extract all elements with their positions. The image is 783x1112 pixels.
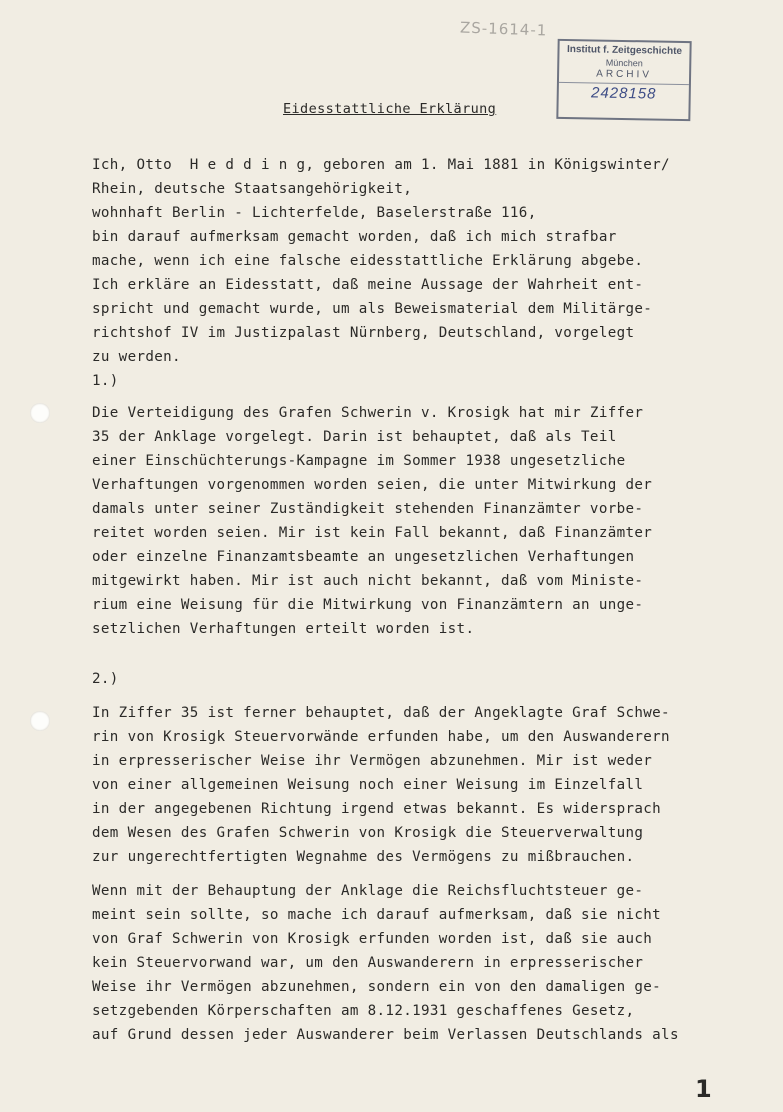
text-line: auf Grund dessen jeder Auswanderer beim Verlassen Deutschlands als — [92, 1027, 679, 1043]
text-line: in erpresserischer Weise ihr Vermögen abzunehmen. Mir ist weder — [92, 753, 653, 769]
punch-hole-top — [30, 403, 50, 423]
text-line: meint sein sollte, so mache ich darauf aufmerksam, daß sie nicht — [92, 907, 662, 923]
text-line: dem Wesen des Grafen Schwerin von Krosigk die Steuerverwaltung — [92, 825, 644, 841]
text-line: von Graf Schwerin von Krosigk erfunden worden ist, daß sie auch — [92, 931, 653, 947]
text-line: rium eine Weisung für die Mitwirkung von Finanzämtern an unge- — [92, 597, 644, 613]
text-line: rin von Krosigk Steuervorwände erfunden habe, um den Auswanderern — [92, 729, 670, 745]
document-title: Eidesstattliche Erklärung — [283, 101, 497, 117]
stamp-institute: Institut f. Zeitgeschichte — [566, 44, 683, 58]
text-line: richtshof IV im Justizpalast Nürnberg, Deutschland, vorgelegt — [92, 325, 635, 341]
text-line: damals unter seiner Zuständigkeit stehenden Finanzämter vorbe- — [92, 501, 644, 517]
text-line: setzgebenden Körperschaften am 8.12.1931 geschaffenes Gesetz, — [92, 1003, 635, 1019]
page-number: 1 — [695, 1075, 712, 1103]
text-line: mache, wenn ich eine falsche eidesstattliche Erklärung abgebe. — [92, 253, 644, 269]
text-line: spricht und gemacht wurde, um als Beweismaterial dem Militärge- — [92, 301, 653, 317]
archive-pencil-reference: ZS-1614-1 — [459, 18, 548, 40]
text-line: 35 der Anklage vorgelegt. Darin ist behauptet, daß als Teil — [92, 429, 617, 445]
text-line: reitet worden seien. Mir ist kein Fall bekannt, daß Finanzämter — [92, 525, 653, 541]
section-number-1: 1.) — [92, 373, 119, 389]
text-line: einer Einschüchterungs-Kampagne im Sommer 1938 ungesetzliche — [92, 453, 626, 469]
archive-stamp — [556, 39, 691, 121]
text-line: bin darauf aufmerksam gemacht worden, daß ich mich strafbar — [92, 229, 617, 245]
stamp-city: München — [605, 57, 643, 69]
text-line: Ich erkläre an Eidesstatt, daß meine Aussage der Wahrheit ent- — [92, 277, 644, 293]
text-line: Rhein, deutsche Staatsangehörigkeit, — [92, 181, 413, 197]
text-line: setzlichen Verhaftungen erteilt worden ist. — [92, 621, 475, 637]
text-line: in der angegebenen Richtung irgend etwas bekannt. Es widersprach — [92, 801, 662, 817]
text-line: kein Steuervorwand war, um den Auswanderern in erpresserischer — [92, 955, 644, 971]
text-line: oder einzelne Finanzamtsbeamte an ungesetzlichen Verhaftungen — [92, 549, 635, 565]
text-line: von einer allgemeinen Weisung noch einer Weisung im Einzelfall — [92, 777, 644, 793]
text-line: zu werden. — [92, 349, 181, 365]
stamp-number: 2428158 — [559, 82, 689, 103]
section-number-2: 2.) — [92, 671, 119, 687]
text-line: In Ziffer 35 ist ferner behauptet, daß der Angeklagte Graf Schwe- — [92, 705, 670, 721]
text-line: zur ungerechtfertigten Wegnahme des Vermögens zu mißbrauchen. — [92, 849, 635, 865]
text-line: Wenn mit der Behauptung der Anklage die Reichsfluchtsteuer ge- — [92, 883, 644, 899]
text-line: Die Verteidigung des Grafen Schwerin v. Krosigk hat mir Ziffer — [92, 405, 644, 421]
text-line: Ich, Otto H e d d i n g, geboren am 1. Mai 1881 in Königswinter/ — [92, 157, 670, 173]
text-line: mitgewirkt haben. Mir ist auch nicht bekannt, daß vom Ministe- — [92, 573, 644, 589]
stamp-archive: ARCHIV — [596, 68, 653, 81]
text-line: wohnhaft Berlin - Lichterfelde, Baselerstraße 116, — [92, 205, 537, 221]
text-line: Weise ihr Vermögen abzunehmen, sondern ein von den damaligen ge- — [92, 979, 662, 995]
text-line: Verhaftungen vorgenommen worden seien, die unter Mitwirkung der — [92, 477, 653, 493]
punch-hole-bottom — [30, 711, 50, 731]
